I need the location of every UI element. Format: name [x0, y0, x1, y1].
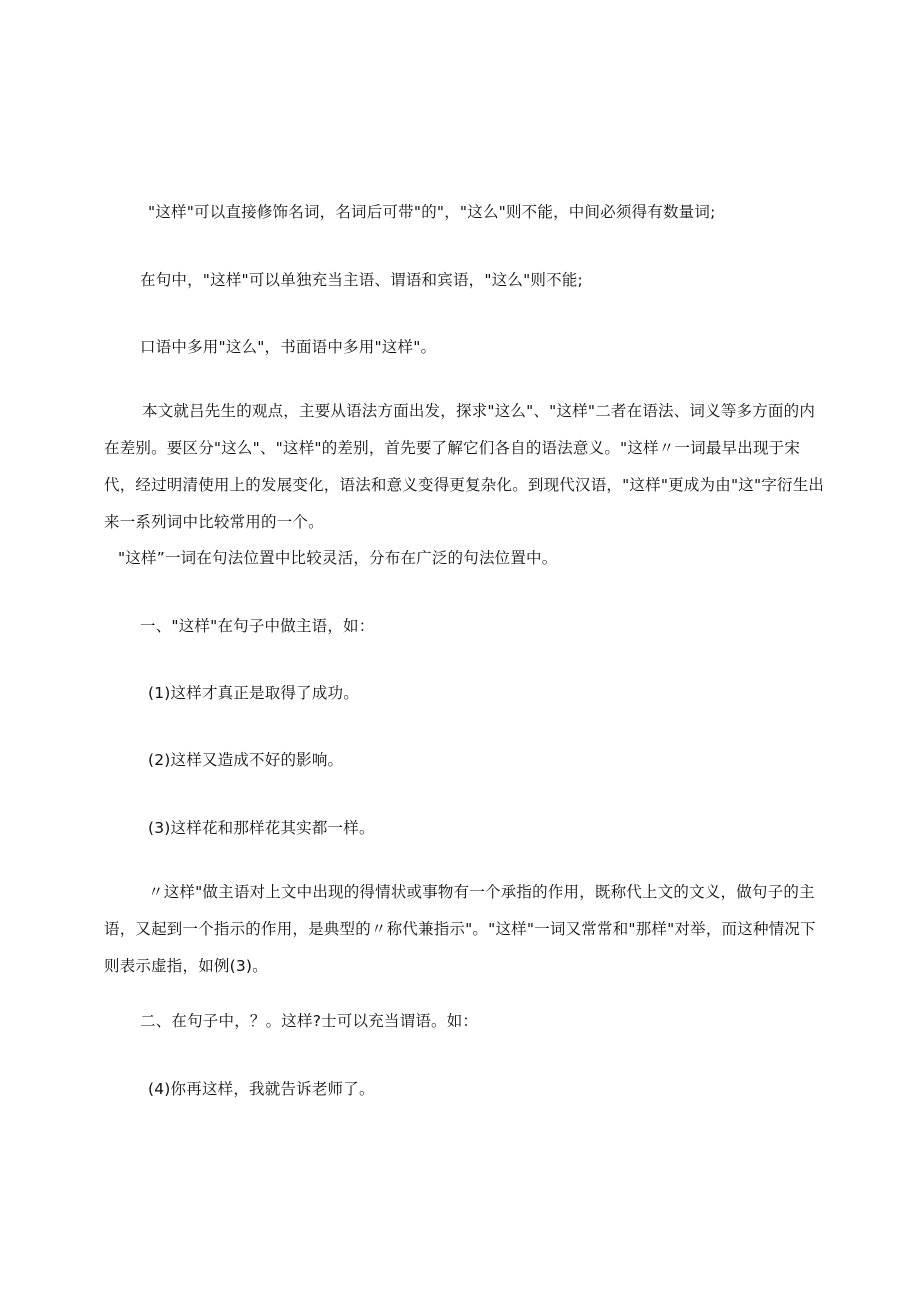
paragraph-intro — [104, 393, 824, 541]
paragraph-spoken-vs-written: 口语中多用"这么"，书面语中多用"这样"。 — [140, 338, 437, 356]
section-heading-subject: 一、"这样"在句子中做主语，如： — [140, 617, 375, 635]
example-4: (4)你再这样，我就告诉老师了。 — [148, 1080, 375, 1098]
paragraph-subject-line-3: 则表示虚指，如例(3)。 — [104, 957, 268, 975]
paragraph-intro-line-3: 代，经过明清使用上的发展变化，语法和意义变得更复杂化。到现代汉语，"这样"更成为由"这"字衍生出 — [104, 476, 825, 494]
paragraph-subject-line-1: 〃这样"做主语对上文中出现的得情状或事物有一个承指的作用，既称代上文的文义，做句子的主 — [148, 883, 815, 901]
example-1: (1)这样才真正是取得了成功。 — [148, 684, 359, 702]
paragraph-intro-line-4: 来一系列词中比较常用的一个。 — [104, 513, 324, 531]
paragraph-syntactic-flexibility: "这样”一词在句法位置中比较灵活，分布在广泛的句法位置中。 — [118, 549, 558, 567]
paragraph-intro-line-2: 在差别。要区分"这么"、"这样"的差别，首先要了解它们各自的语法意义。"这样〃一词最早出现于宋 — [104, 439, 801, 457]
example-3: (3)这样花和那样花其实都一样。 — [148, 819, 375, 837]
paragraph-zheyang-sentence-roles: 在句中，"这样"可以单独充当主语、谓语和宾语，"这么"则不能; — [140, 271, 583, 289]
paragraph-zheyang-modifies-noun: "这样"可以直接修饰名词，名词后可带"的"，"这么"则不能，中间必须得有数量词; — [148, 203, 716, 221]
paragraph-intro-line-1: 本文就吕先生的观点，主要从语法方面出发，探求"这么"、"这样"二者在语法、词义等多方面的内 — [142, 402, 816, 420]
paragraph-subject-line-2: 语，又起到一个指示的作用，是典型的〃称代兼指示"。"这样"一词又常常和"那样"对举，而这种情况下 — [104, 920, 816, 938]
section-heading-predicate: 二、在句子中，？。这样?士可以充当谓语。如： — [140, 1012, 479, 1030]
example-2: (2)这样又造成不好的影响。 — [148, 751, 344, 769]
paragraph-subject-explanation — [104, 874, 816, 985]
